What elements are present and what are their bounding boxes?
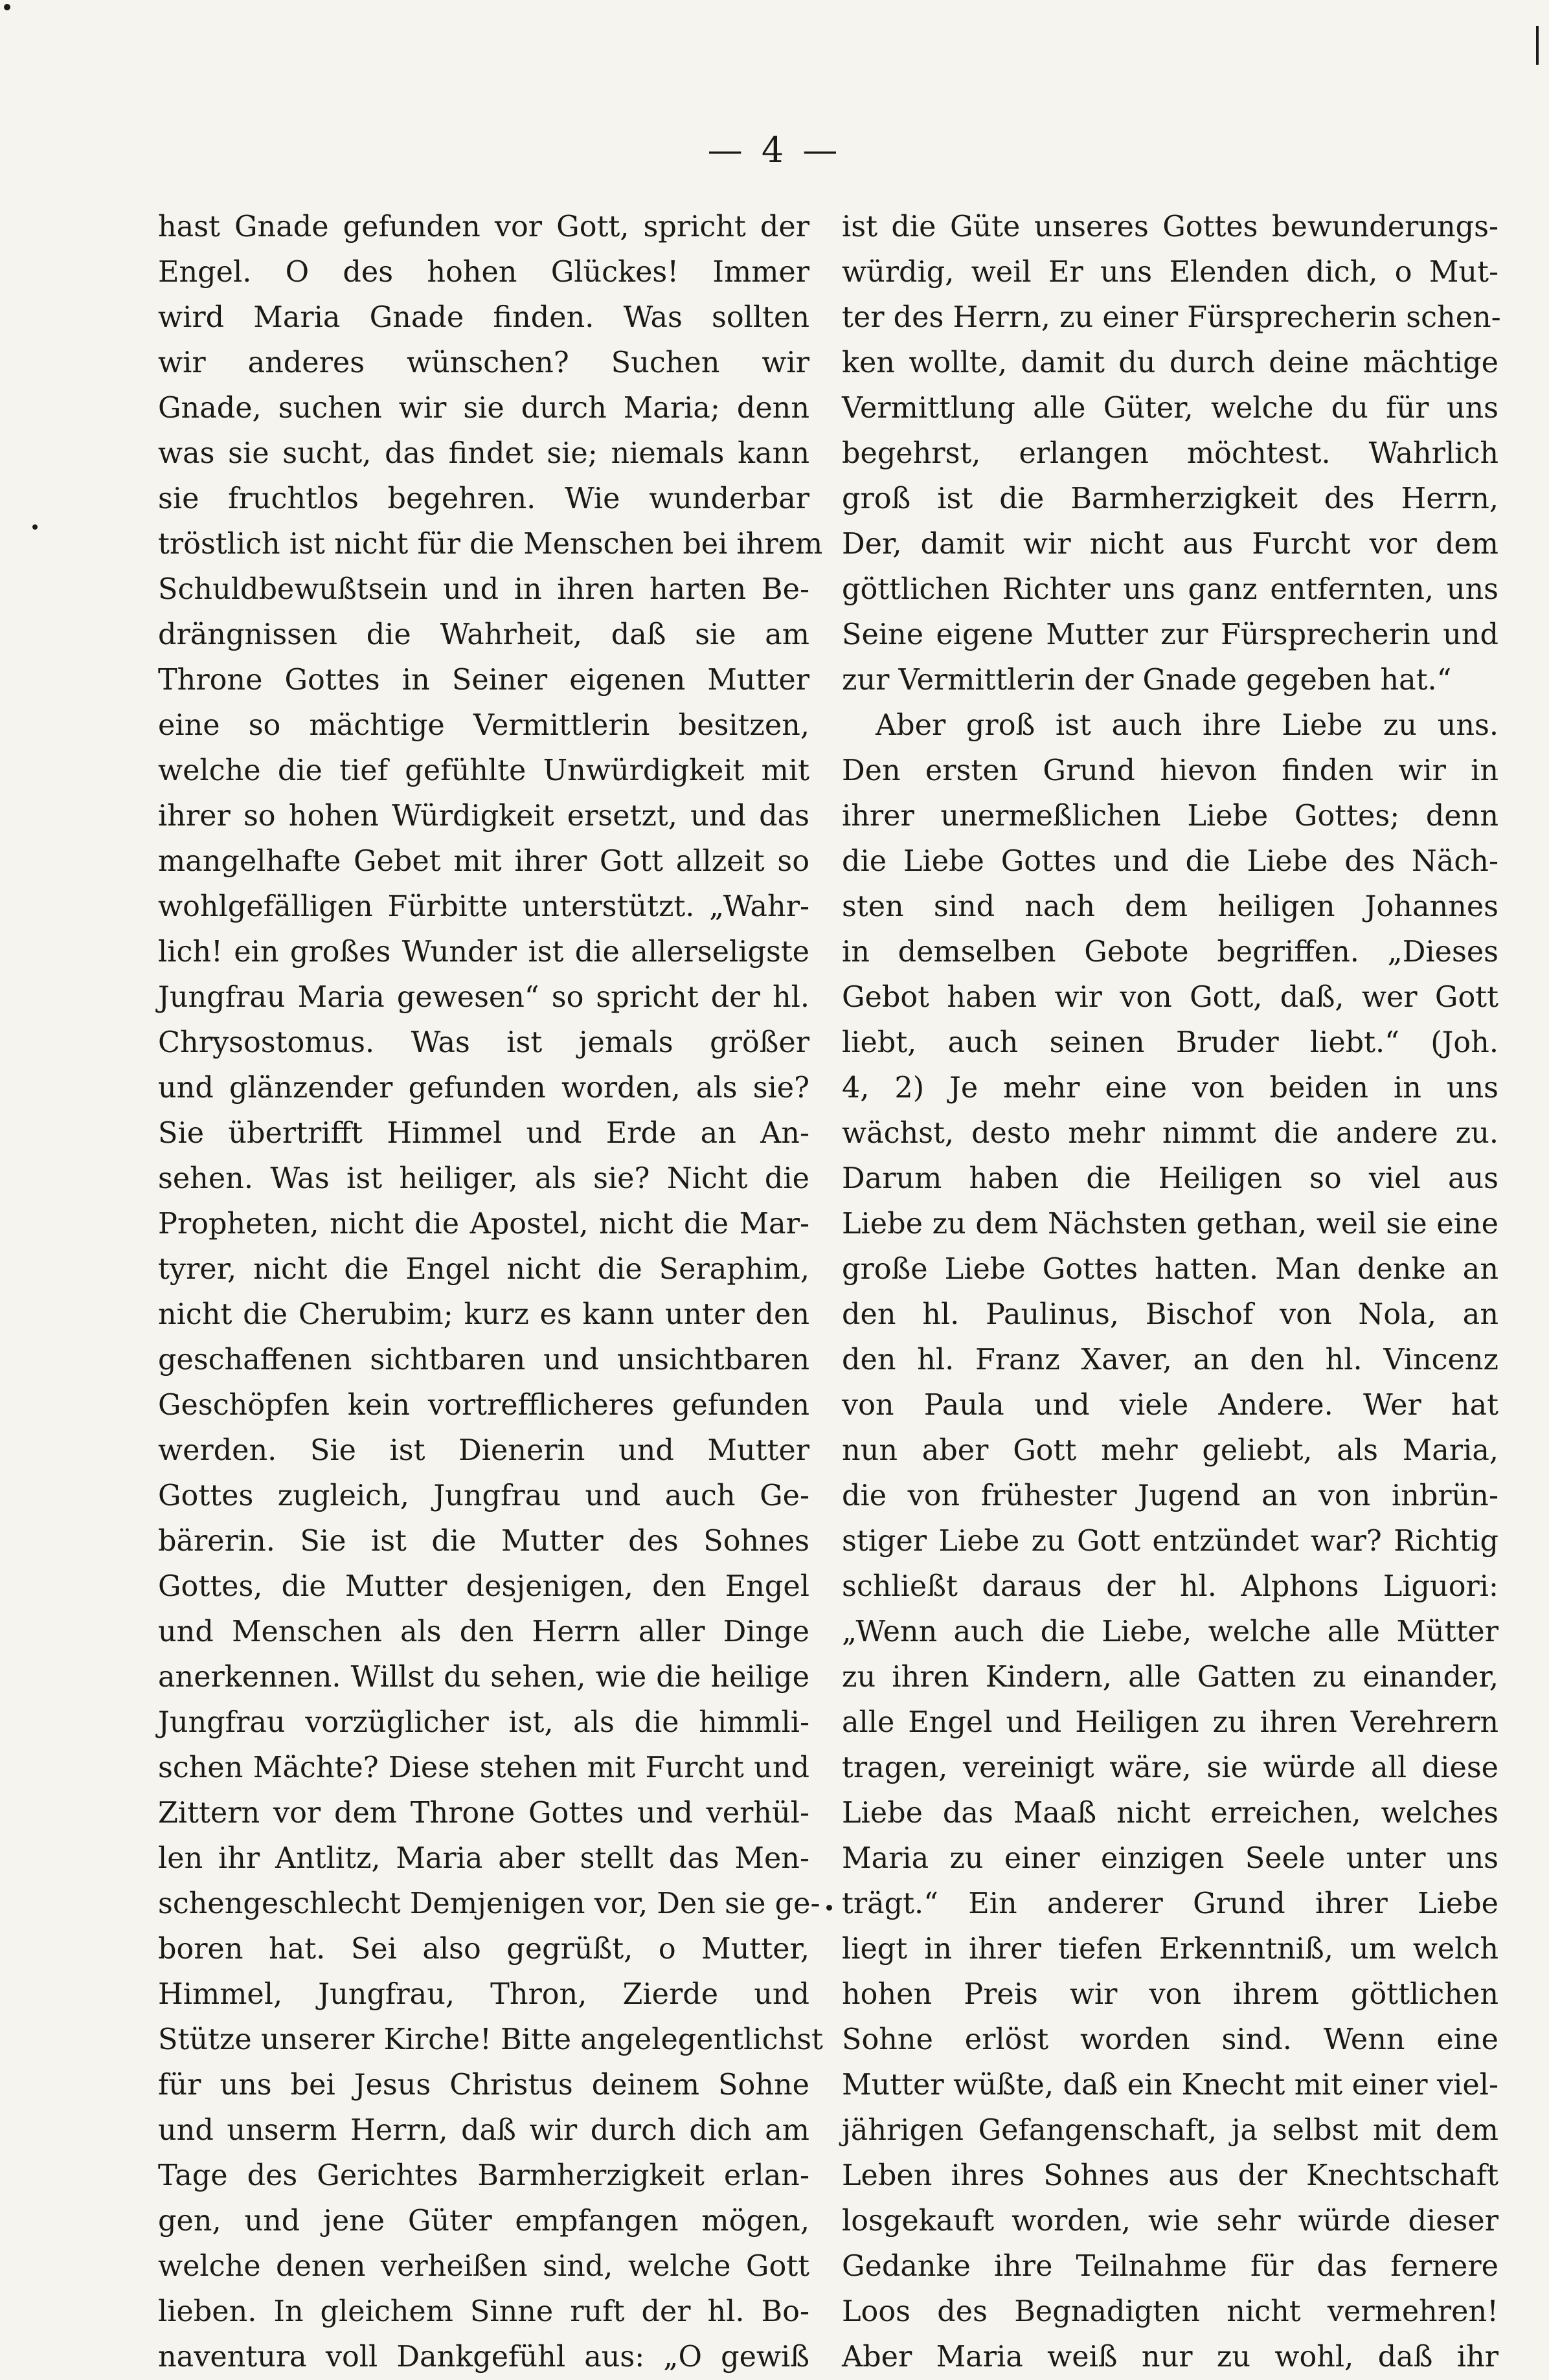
text-line: anerkennen. Willst du sehen, wie die heilige: [158, 1661, 809, 1694]
text-line: Engel. O des hohen Glückes! Immer: [158, 256, 809, 289]
right-text-column: [842, 205, 1501, 2380]
text-line: sie fruchtlos begehren. Wie wunderbar: [158, 482, 809, 515]
text-line: Aber groß ist auch ihre Liebe zu uns.: [876, 709, 1498, 742]
text-line: Himmel, Jungfrau, Thron, Zierde und: [158, 1978, 809, 2011]
text-line: sten sind nach dem heiligen Johannes: [842, 890, 1498, 923]
text-line: ihrer unermeßlichen Liebe Gottes; denn: [842, 800, 1498, 833]
text-line: und Menschen als den Herrn aller Dinge: [158, 1615, 809, 1648]
text-line: wird Maria Gnade finden. Was sollten: [158, 301, 809, 334]
text-line: wohlgefälligen Fürbitte unterstützt. „Wahr-: [158, 890, 809, 923]
text-line: Jungfrau Maria gewesen“ so spricht der hl.: [158, 981, 809, 1014]
text-line: bärerin. Sie ist die Mutter des Sohnes: [158, 1525, 809, 1558]
text-line: die von frühester Jugend an von inbrün-: [842, 1479, 1498, 1512]
text-line: nicht die Cherubim; kurz es kann unter den: [158, 1298, 809, 1331]
text-line: tyrer, nicht die Engel nicht die Seraphim,: [158, 1253, 809, 1286]
edge-mark: [1536, 26, 1539, 65]
text-line: und unserm Herrn, daß wir durch dich am: [158, 2114, 809, 2147]
text-line: begehrst, erlangen möchtest. Wahrlich: [842, 437, 1498, 470]
text-line: Leben ihres Sohnes aus der Knechtschaft: [842, 2159, 1498, 2192]
text-line: Throne Gottes in Seiner eigenen Mutter: [158, 664, 809, 697]
text-line: und glänzender gefunden worden, als sie?: [158, 1072, 809, 1105]
text-line: die Liebe Gottes und die Liebe des Näch-: [842, 845, 1498, 878]
text-line: mangelhafte Gebet mit ihrer Gott allzeit so: [158, 845, 809, 878]
text-line: was sie sucht, das findet sie; niemals kann: [158, 437, 809, 470]
text-line: Sie übertrifft Himmel und Erde an An-: [158, 1117, 809, 1150]
text-line: ist die Güte unseres Gottes bewunderungs-: [842, 210, 1498, 243]
text-line: Darum haben die Heiligen so viel aus: [842, 1162, 1498, 1195]
text-line: „Wenn auch die Liebe, welche alle Mütter: [842, 1615, 1498, 1648]
text-line: hast Gnade gefunden vor Gott, spricht der: [158, 210, 809, 243]
text-line: werden. Sie ist Dienerin und Mutter: [158, 1434, 809, 1467]
text-line: groß ist die Barmherzigkeit des Herrn,: [842, 482, 1498, 515]
text-line: Seine eigene Mutter zur Fürsprecherin und: [842, 618, 1498, 651]
text-line: liebt, auch seinen Bruder liebt.“ (Joh.: [842, 1026, 1498, 1059]
text-line: ter des Herrn, zu einer Fürsprecherin schen-: [842, 301, 1501, 334]
text-line: von Paula und viele Andere. Wer hat: [842, 1389, 1498, 1422]
text-line: Loos des Begnadigten nicht vermehren!: [842, 2295, 1498, 2328]
text-line: Maria zu einer einzigen Seele unter uns: [842, 1842, 1498, 1875]
text-line: Sohne erlöst worden sind. Wenn eine: [842, 2023, 1498, 2056]
text-line: schließt daraus der hl. Alphons Liguori:: [842, 1570, 1498, 1603]
text-line: göttlichen Richter uns ganz entfernten, uns: [842, 573, 1498, 606]
text-line: alle Engel und Heiligen zu ihren Verehrern: [842, 1706, 1498, 1739]
text-line: lich! ein großes Wunder ist die allerseligste: [158, 936, 809, 969]
text-line: Jungfrau vorzüglicher ist, als die himmli-: [158, 1706, 809, 1739]
text-line: nun aber Gott mehr geliebt, als Maria,: [842, 1434, 1498, 1467]
text-line: Liebe das Maaß nicht erreichen, welches: [842, 1797, 1498, 1830]
text-line: Vermittlung alle Güter, welche du für uns: [842, 392, 1498, 425]
text-line: 4, 2) Je mehr eine von beiden in uns: [842, 1072, 1498, 1105]
text-line: würdig, weil Er uns Elenden dich, o Mut-: [842, 256, 1498, 289]
text-line: schengeschlecht Demjenigen vor, Den sie ge-: [158, 1887, 820, 1920]
text-line: eine so mächtige Vermittlerin besitzen,: [158, 709, 809, 742]
text-line: welche denen verheißen sind, welche Gott: [158, 2250, 809, 2283]
text-line: Stütze unserer Kirche! Bitte angelegentlichst: [158, 2023, 823, 2056]
text-line: trägt.“ Ein anderer Grund ihrer Liebe: [842, 1887, 1498, 1920]
text-line: Gottes, die Mutter desjenigen, den Engel: [158, 1570, 809, 1603]
text-line: boren hat. Sei also gegrüßt, o Mutter,: [158, 1933, 809, 1966]
text-line: Mutter wüßte, daß ein Knecht mit einer viel-: [842, 2069, 1498, 2102]
text-line: Gottes zugleich, Jungfrau und auch Ge-: [158, 1479, 809, 1512]
text-line: Geschöpfen kein vortrefflicheres gefunden: [158, 1389, 809, 1422]
text-line: naventura voll Dankgefühl aus: „O gewiß: [158, 2341, 809, 2374]
text-line: Der, damit wir nicht aus Furcht vor dem: [842, 528, 1498, 561]
text-line: drängnissen die Wahrheit, daß sie am: [158, 618, 809, 651]
text-line: den hl. Franz Xaver, an den hl. Vincenz: [842, 1343, 1498, 1376]
page-number: — 4 —: [707, 129, 842, 170]
text-line: Den ersten Grund hievon finden wir in: [842, 754, 1498, 787]
text-line: Zittern vor dem Throne Gottes und verhül-: [158, 1797, 809, 1830]
ink-speck: [826, 1905, 832, 1911]
text-line: stiger Liebe zu Gott entzündet war? Richtig: [842, 1525, 1498, 1558]
text-line: Chrysostomus. Was ist jemals größer: [158, 1026, 809, 1059]
text-line: in demselben Gebote begriffen. „Dieses: [842, 936, 1498, 969]
text-line: lieben. In gleichem Sinne ruft der hl. Bo-: [158, 2295, 809, 2328]
text-line: Aber Maria weiß nur zu wohl, daß ihr: [842, 2341, 1498, 2374]
text-line: den hl. Paulinus, Bischof von Nola, an: [842, 1298, 1498, 1331]
text-line: Liebe zu dem Nächsten gethan, weil sie eine: [842, 1207, 1498, 1241]
text-line: hohen Preis wir von ihrem göttlichen: [842, 1978, 1498, 2011]
text-line: geschaffenen sichtbaren und unsichtbaren: [158, 1343, 809, 1376]
text-line: ken wollte, damit du durch deine mächtige: [842, 346, 1498, 379]
text-line: wir anderes wünschen? Suchen wir: [158, 346, 809, 379]
text-line: jährigen Gefangenschaft, ja selbst mit dem: [842, 2114, 1498, 2147]
text-line: ihrer so hohen Würdigkeit ersetzt, und das: [158, 800, 809, 833]
text-line: schen Mächte? Diese stehen mit Furcht und: [158, 1751, 809, 1784]
left-text-column: [158, 205, 823, 2380]
text-line: liegt in ihrer tiefen Erkenntniß, um welch: [842, 1933, 1498, 1966]
ink-speck: [4, 4, 10, 10]
text-line: Tage des Gerichtes Barmherzigkeit erlan-: [158, 2159, 809, 2192]
text-line: Propheten, nicht die Apostel, nicht die Mar-: [158, 1207, 809, 1241]
text-line: große Liebe Gottes hatten. Man denke an: [842, 1253, 1498, 1286]
text-line: zu ihren Kindern, alle Gatten zu einander,: [842, 1661, 1498, 1694]
text-line: Schuldbewußtsein und in ihren harten Be-: [158, 573, 809, 606]
text-line: für uns bei Jesus Christus deinem Sohne: [158, 2069, 809, 2102]
ink-speck: [32, 524, 38, 530]
text-line: wächst, desto mehr nimmt die andere zu.: [842, 1117, 1498, 1150]
text-line: Gedanke ihre Teilnahme für das fernere: [842, 2250, 1498, 2283]
text-line: gen, und jene Güter empfangen mögen,: [158, 2205, 809, 2238]
text-line: Gnade, suchen wir sie durch Maria; denn: [158, 392, 809, 425]
text-line: len ihr Antlitz, Maria aber stellt das Men-: [158, 1842, 809, 1875]
text-line: sehen. Was ist heiliger, als sie? Nicht die: [158, 1162, 809, 1195]
text-line: Gebot haben wir von Gott, daß, wer Gott: [842, 981, 1498, 1014]
text-line: tragen, vereinigt wäre, sie würde all diese: [842, 1751, 1498, 1784]
text-line: tröstlich ist nicht für die Menschen bei ihrem: [158, 528, 823, 561]
text-line: welche die tief gefühlte Unwürdigkeit mit: [158, 754, 809, 787]
text-line: losgekauft worden, wie sehr würde dieser: [842, 2205, 1498, 2238]
text-line: zur Vermittlerin der Gnade gegeben hat.“: [842, 664, 1452, 697]
